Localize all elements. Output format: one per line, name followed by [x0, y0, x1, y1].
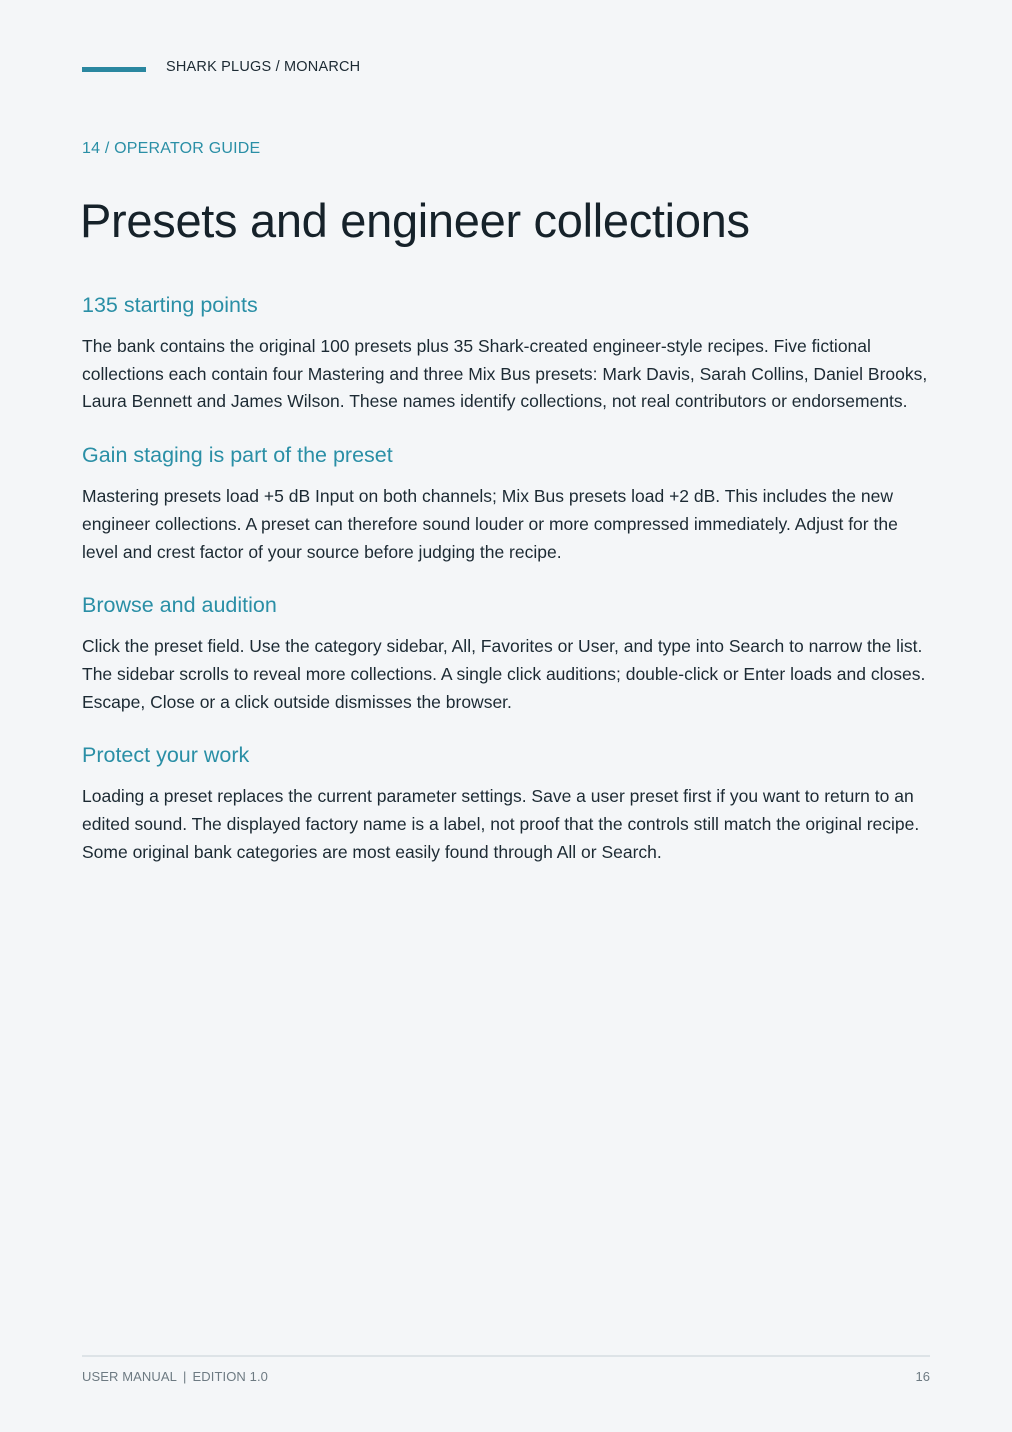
footer-edition-info [82, 1369, 268, 1384]
section-heading: Browse and audition [82, 593, 277, 618]
footer-separator: | [183, 1369, 187, 1384]
section-browse-audition [82, 590, 930, 716]
section-protect-work [82, 740, 930, 866]
section-paragraph: Loading a preset replaces the current parameter settings. Save a user preset first if you want to return to an edited sound. The displayed factory name is a label, not proof that the controls still match the original recipe. Some original bank categories are most easily found through All or Search. [82, 786, 920, 862]
footer-edition-label: EDITION 1.0 [192, 1369, 269, 1384]
section-heading: 135 starting points [82, 293, 258, 317]
section-heading: Gain staging is part of the preset [82, 443, 393, 468]
footer-manual-label: USER MANUAL [82, 1369, 178, 1384]
section-gain-staging [82, 440, 930, 566]
section-paragraph: Mastering presets load +5 dB Input on both channels; Mix Bus presets load +2 dB. This includes the new engineer collections. A preset can therefore sound louder or more compressed immediately. Adjust for the level and crest factor of your source before judging the recipe. [82, 486, 898, 562]
brand-label: SHARK PLUGS / MONARCH [166, 59, 361, 75]
content-body [82, 290, 930, 890]
section-paragraph: The bank contains the original 100 presets plus 35 Shark-created engineer-style recipes. Five fictional collections each contain four Mastering and three Mix Bus presets: Mark Davis, Sarah Collins, Daniel Brooks, Laura Bennett and James Wilson. These names identify collections, not real contributors or endorsements. [82, 336, 928, 412]
page-number: 16 [915, 1369, 930, 1384]
footer-divider [82, 1355, 930, 1357]
section-starting-points [82, 290, 930, 416]
section-heading: Protect your work [82, 743, 250, 768]
section-label: 14 / OPERATOR GUIDE [82, 140, 261, 157]
page-title: Presets and engineer collections [80, 194, 750, 247]
header-accent-bar [82, 67, 146, 72]
section-paragraph: Click the preset field. Use the category sidebar, All, Favorites or User, and type into Search to narrow the list. The sidebar scrolls to reveal more collections. A single click auditions; double-click or Enter loads and closes. Escape, Close or a click outside dismisses the browser. [82, 636, 926, 712]
